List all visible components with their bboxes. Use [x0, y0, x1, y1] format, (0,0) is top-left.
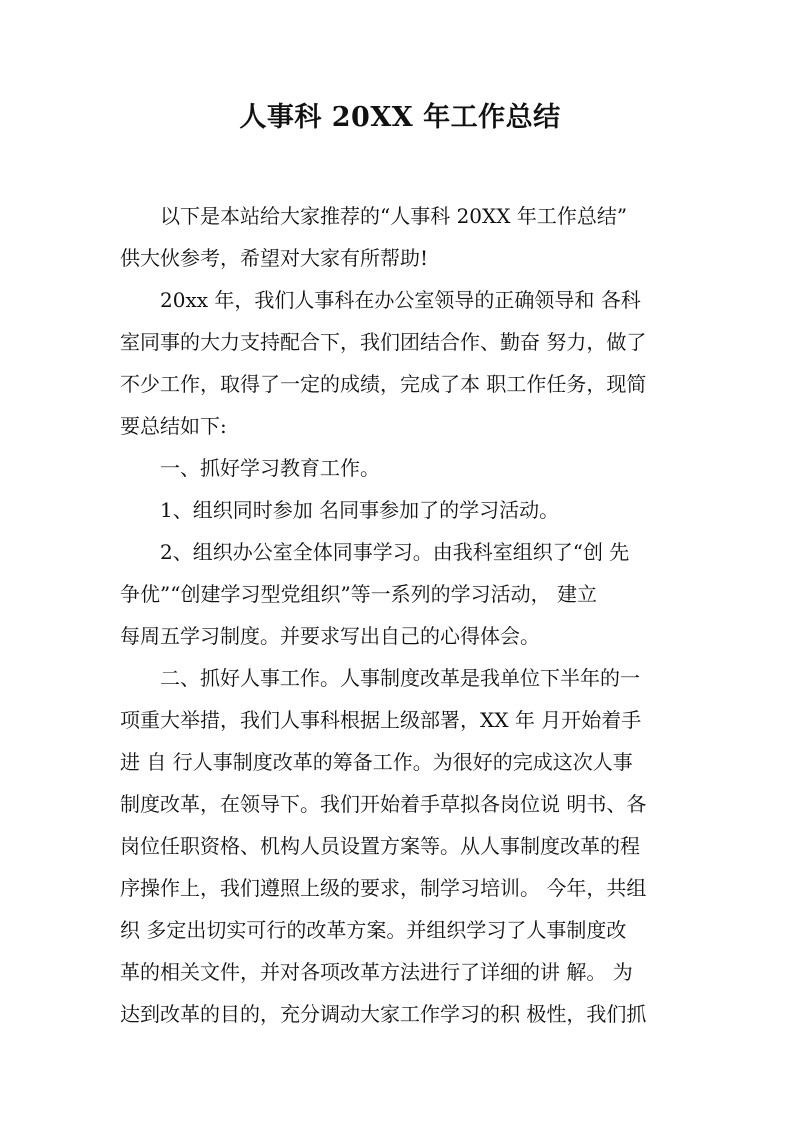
paragraph-line: 进 自 行人事制度改革的筹备工作。为很好的完成这次人事: [120, 750, 633, 774]
paragraph-line: 每周五学习制度。并要求写出自己的心得体会。: [120, 624, 540, 648]
paragraph-line: 要总结如下:: [120, 414, 227, 438]
paragraph-line: 革的相关文件，并对各项改革方法进行了详细的讲 解。 为: [120, 960, 633, 984]
list-item: 1、组织同时参加 名同事参加了的学习活动。: [160, 498, 560, 522]
paragraph-line: 岗位任职资格、机构人员设置方案等。从人事制度改革的程: [120, 834, 640, 858]
paragraph-line: 达到改革的目的，充分调动大家工作学习的积 极性，我们抓: [120, 1002, 647, 1026]
paragraph-line: 以下是本站给大家推荐的“人事科 20XX 年工作总结”: [160, 204, 628, 228]
section-heading: 二、抓好人事工作。人事制度改革是我单位下半年的一: [160, 666, 640, 690]
paragraph-line: 项重大举措，我们人事科根据上级部署，XX 年 月开始着手: [120, 708, 642, 732]
document-title: 人事科 20XX 年工作总结: [239, 102, 561, 133]
paragraph-line: 争优”“创建学习型党组织”等一系列的学习活动， 建立: [120, 582, 598, 606]
paragraph-line: 不少工作，取得了一定的成绩，完成了本 职工作任务，现简: [120, 372, 647, 396]
paragraph-line: 制度改革，在领导下。我们开始着手草拟各岗位说 明书、各: [120, 792, 647, 816]
paragraph-line: 织 多定出切实可行的改革方案。并组织学习了人事制度改: [120, 918, 627, 942]
list-item: 2、组织办公室全体同事学习。由我科室组织了“创 先: [160, 540, 630, 564]
paragraph-line: 室同事的大力支持配合下，我们团结合作、勤奋 努力，做了: [120, 330, 647, 354]
paragraph-line: 供大伙参考，希望对大家有所帮助!: [120, 246, 429, 270]
paragraph-line: 20xx 年，我们人事科在办公室领导的正确领导和 各科: [160, 288, 641, 312]
paragraph-line: 序操作上，我们遵照上级的要求，制学习培训。 今年，共组: [120, 876, 647, 900]
section-heading: 一、抓好学习教育工作。: [160, 456, 380, 480]
